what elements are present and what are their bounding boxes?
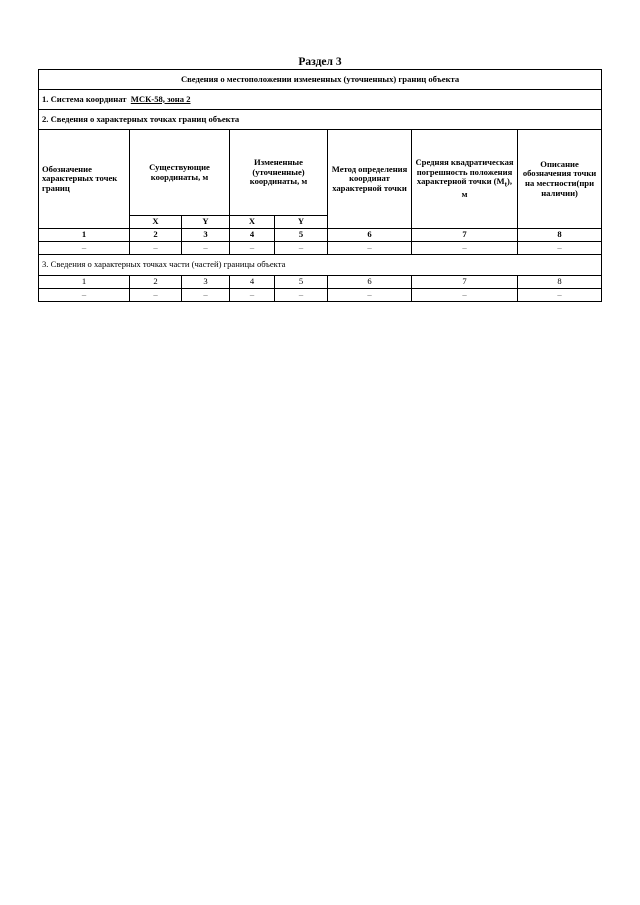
table-cell-dash: – [518,289,602,302]
header-x-changed: X [230,216,275,229]
table-cell-dash: – [230,289,275,302]
coord-system-row [39,90,602,110]
col-number: 7 [412,276,518,289]
boundaries-table [38,69,602,302]
col-number: 1 [39,276,130,289]
table-cell-dash: – [275,289,328,302]
table-cell-dash: – [39,289,130,302]
col-number: 2 [130,276,182,289]
table-cell-dash: – [182,289,230,302]
subsection-3-label: 3. Сведения о характерных точках части (частей) границы объекта [39,255,602,276]
header-existing-coords: Существующие координаты, м [130,130,230,216]
table-cell-dash: – [130,242,182,255]
col-number: 5 [275,276,328,289]
col-number: 3 [182,229,230,242]
subsection-2-label: 2. Сведения о характерных точках границ объекта [39,110,602,130]
col-number: 7 [412,229,518,242]
table-cell-dash: – [412,289,518,302]
header-mse-text: Средняя квадратическая погрешность положения характерной точки (M [415,156,514,187]
header-mse-subscript: t [504,180,508,189]
header-y-existing: Y [182,216,230,229]
col-number: 4 [230,229,275,242]
header-description: Описание обозначения точки на местности(при наличии) [518,130,602,229]
col-number: 1 [39,229,130,242]
coord-system-label: 1. Система координат [42,93,127,104]
table-cell-dash: – [328,289,412,302]
col-number: 8 [518,229,602,242]
table-cell-dash: – [412,242,518,255]
header-mse-unit: ), м [461,176,513,200]
header-changed-coords: Измененные (уточненные) координаты, м [230,130,328,216]
col-number: 3 [182,276,230,289]
col-number: 5 [275,229,328,242]
table-cell-dash: – [182,242,230,255]
table-cell-dash: – [328,242,412,255]
col-number: 6 [328,229,412,242]
table-cell-dash: – [39,242,130,255]
header-method: Метод определения координат характерной точки [328,130,412,229]
col-number: 4 [230,276,275,289]
table-cell-dash: – [130,289,182,302]
header-mean-square-error [412,130,518,229]
table-cell-dash: – [275,242,328,255]
table-cell-dash: – [518,242,602,255]
header-x-existing: X [130,216,182,229]
col-number: 8 [518,276,602,289]
header-point-designation: Обозначение характерных точек границ [39,130,130,229]
header-y-changed: Y [275,216,328,229]
coord-system-value: МСК-58, зона 2 [130,93,191,104]
table-cell-dash: – [230,242,275,255]
col-number: 6 [328,276,412,289]
table-title: Сведения о местоположении измененных (уточненных) границ объекта [39,70,602,90]
col-number: 2 [130,229,182,242]
section-title: Раздел 3 [298,56,342,68]
